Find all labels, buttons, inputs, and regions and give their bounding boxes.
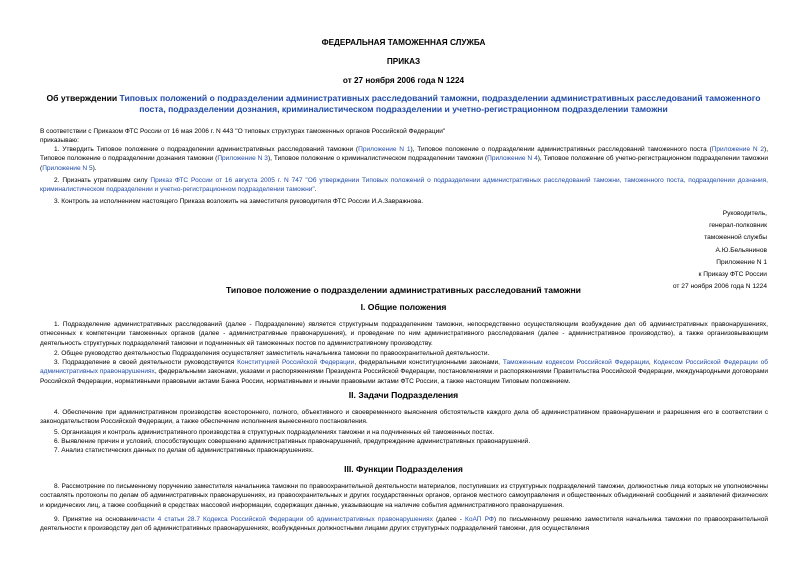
general-p2: 2. Общее руководство деятельностью Подразделения осуществляет заместитель начальника таможни по правоохранительной деятельности. [54, 350, 490, 357]
function-p9: 9. Принятие на основаниичасти 4 статьи 28.7 Кодекса Российской Федерации об административных правонарушениях (далее - КоАП РФ) по письменному решению заместителя начальника таможни по правоохранительной деятельности к производству дел об административных правонарушениях, возбужденных должностными лицами других структурных подразделений таможни, для осуществления [40, 516, 768, 533]
appendix-date: от 27 ноября 2006 года N 1224 [672, 283, 767, 291]
appendix-3-link[interactable]: Приложение N 3 [217, 155, 268, 163]
title-prefix: Об утверждении [46, 93, 120, 103]
task-p6: 6. Выявление причин и условий, способствующих совершению административных правонарушений, предупреждение административных правонарушений. [54, 438, 531, 445]
signer-rank: генерал-полковник [709, 222, 767, 230]
appendix-1-link[interactable]: Приложение N 1 [358, 146, 411, 153]
section-3-heading: III. Функции Подразделения [344, 464, 463, 474]
appendix-2-link[interactable]: Приложение N 2 [711, 146, 765, 153]
item-3: 3. Контроль за исполнением настоящего Приказа возложить на заместителя руководителя ФТС России И.А.Завражнова. [54, 198, 424, 205]
repealed-order-link[interactable]: Приказ ФТС России от 16 августа 2005 г. N 747 "Об утверждении Типовых положений о подразделении административных расследований таможни, таможенного поста, подразделении дознания, криминалистическом подразделении и учетно-регистрационном подразделении таможни" [40, 177, 768, 194]
function-p8: 8. Рассмотрение по письменному поручению заместителя начальника таможни по правоохранительной деятельности материалов, поступивших из структурных подразделений таможни, должностные лица которых не уполномочены составлять протоколы по делам об административных правонарушениях, из правоохранительных и других государственных органов, органов местного самоуправления и общественных объединений сообщений и заявлений физических и юридических лиц, а также сообщений в средствах массовой информации, содержащих данные, указывающие на наличие события административного правонарушения. [40, 483, 768, 509]
appendix-5-link[interactable]: Приложение N 5 [42, 164, 93, 172]
doc-type: ПРИКАЗ [386, 57, 421, 66]
constitution-link[interactable]: Конституцией Российской Федерации [237, 359, 355, 366]
task-p7: 7. Анализ статистических данных по делам об административных правонарушениях. [54, 447, 314, 454]
appendix-ref: к Приказу ФТС России [698, 271, 767, 279]
doc-date-number: от 27 ноября 2006 года N 1224 [342, 76, 465, 85]
signer-name: А.Ю.Бельянинов [715, 246, 767, 254]
task-p4: 4. Обеспечение при административном производстве всестороннего, полного, объективного и своевременного выяснения обстоятельств каждого дела об административном правонарушении и разрешения его в соответствии с законодательством Российской Федерации, а также обеспечение исполнения вынесенного постановления. [40, 409, 768, 426]
signer-position: Руководитель, [722, 210, 767, 217]
koap-article-link[interactable]: части 4 статьи 28.7 Кодекса Российской Федерации об административных правонарушениях [137, 516, 433, 523]
appendix-label: Приложение N 1 [716, 258, 767, 266]
section-2-heading: II. Задачи Подразделения [348, 390, 459, 400]
appendix-4-link[interactable]: Приложение N 4 [487, 155, 538, 163]
title-link[interactable]: Типовых положений о подразделении административных расследований таможни, подразделении административных расследований таможенного поста, подразделении дознания, криминалистическом подразделении и учетно-регистрационном подразделении таможни [119, 93, 761, 114]
appendix-title: Типовое положение о подразделении административных расследований таможни [226, 285, 581, 295]
general-p3: 3. Подразделение в своей деятельности руководствуется Конституцией Российской Федерации, федеральными конституционными законами, Таможенным кодексом Российской Федерации, Кодексом Российской Федерации об административных правонарушениях, федеральными законами, указами и распоряжениями Президента Российской Федерации, постановлениями и распоряжениями Правительства Российской Федерации, международными договорами Российской Федерации, нормативными правовыми актами Банка России, нормативными и иными правовыми актами ФТС России, а также настоящим Типовым положением. [40, 359, 769, 385]
doc-title [36, 93, 771, 115]
koap-link[interactable]: Кодексом Российской Федерации об административных правонарушениях [40, 359, 769, 376]
section-1-heading: I. Общие положения [360, 302, 447, 312]
signer-service: таможенной службы [704, 234, 767, 242]
general-p1: 1. Подразделение административных расследований (далее - Подразделение) является структурным подразделением таможни, непосредственно осуществляющим возбуждение дел об административных правонарушениях, отнесенных к компетенции таможенных органов (далее - административные правонарушения), и проведение по ним административного расследования (далее - административное производство), а также организовывающим деятельность структурных подразделений таможни и подчиненных ей таможенных постов по административному производству. [40, 321, 768, 347]
intro-basis: В соответствии с Приказом ФТС России от 16 мая 2006 г. N 443 "О типовых структурах таможенных органов Российской Федерации" [40, 128, 446, 135]
intro-order-word: приказываю: [40, 137, 79, 144]
signature-block [547, 208, 767, 293]
item-1: 1. Утвердить Типовое положение о подразделении административных расследований таможни (Приложение N 1), Типовое положение о подразделении административных расследований таможенного поста (Приложение N 2), Типовое положение о подразделении дознания таможни (Приложение N 3), Типовое положение о криминалистическом подразделении таможни (Приложение N 4), Типовое положение об учетно-регистрационном подразделении таможни (Приложение N 5). [40, 146, 769, 172]
agency-name: ФЕДЕРАЛЬНАЯ ТАМОЖЕННАЯ СЛУЖБА [321, 38, 486, 47]
task-p5: 5. Организация и контроль административного производства в структурных подразделениях таможни и на подчиненных ей таможенных постах. [54, 429, 495, 436]
item-2: 2. Признать утратившим силу Приказ ФТС России от 16 августа 2005 г. N 747 "Об утверждении Типовых положений о подразделении административных расследований таможни, таможенного поста, подразделении дознания, криминалистическом подразделении и учетно-регистрационном подразделении таможни". [40, 177, 768, 194]
koap-short-link[interactable]: КоАП РФ [465, 516, 494, 523]
customs-code-link[interactable]: Таможенным кодексом Российской Федерации [502, 359, 649, 366]
